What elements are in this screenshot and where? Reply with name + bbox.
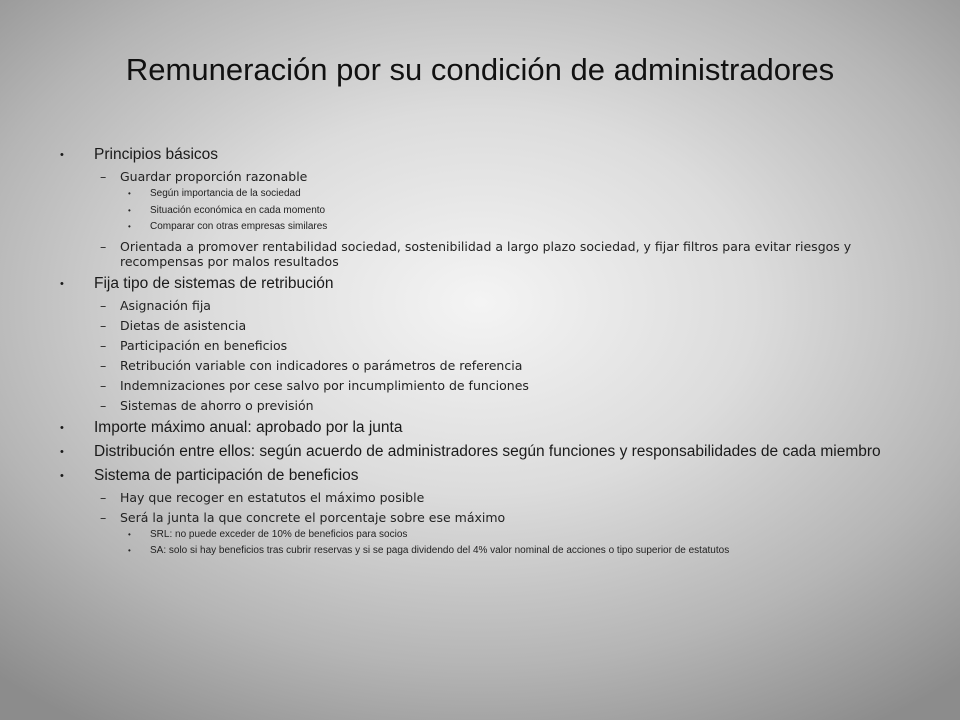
bullet-level3 xyxy=(60,188,920,201)
dash-marker: – xyxy=(100,377,107,393)
bullet-text: Sistemas de ahorro o previsión xyxy=(120,397,314,413)
bullet-text: Participación en beneficios xyxy=(120,337,288,353)
bullet-marker: • xyxy=(60,469,64,482)
bullet-text: Importe máximo anual: aprobado por la junta xyxy=(94,418,403,436)
bullet-text: Indemnizaciones por cese salvo por incumplimiento de funciones xyxy=(120,377,529,393)
bullet-marker: • xyxy=(128,189,131,198)
bullet-level3 xyxy=(60,205,920,218)
bullet-level2 xyxy=(60,398,920,413)
bullet-level2 xyxy=(60,510,920,525)
bullet-marker: • xyxy=(60,149,64,161)
dash-marker: – xyxy=(100,337,107,353)
bullet-text: Dietas de asistencia xyxy=(120,317,247,333)
bullet-level1 xyxy=(60,275,920,293)
dash-marker: – xyxy=(100,397,107,413)
bullet-marker: • xyxy=(128,529,131,539)
bullet-text: Principios básicos xyxy=(94,146,219,163)
dash-marker: – xyxy=(100,317,107,333)
dash-marker: – xyxy=(100,297,107,313)
bullet-level3 xyxy=(60,545,920,558)
bullet-level3 xyxy=(60,221,920,234)
bullet-text: Comparar con otras empresas similares xyxy=(150,221,328,232)
bullet-marker: • xyxy=(128,205,131,215)
bullet-level1 xyxy=(60,467,920,485)
bullet-marker: • xyxy=(60,277,64,290)
bullet-level3 xyxy=(60,529,920,542)
bullet-marker: • xyxy=(60,445,64,458)
dash-marker: – xyxy=(100,489,107,505)
bullet-text: Según importancia de la sociedad xyxy=(150,188,301,199)
bullet-text: Guardar proporción razonable xyxy=(120,169,308,184)
bullet-text: Situación económica en cada momento xyxy=(150,204,326,216)
bullet-level1 xyxy=(60,443,920,461)
bullet-level2 xyxy=(60,318,920,333)
bullet-text: Sistema de participación de beneficios xyxy=(94,466,359,484)
bullet-marker: • xyxy=(60,421,64,434)
bullet-text: Orientada a promover rentabilidad sociedad, sostenibilidad a largo plazo sociedad, y fijar filtros para evitar riesgos y recompensas por malos resultados xyxy=(120,238,852,269)
bullet-marker: • xyxy=(128,222,131,231)
bullet-marker: • xyxy=(128,546,131,555)
bullet-text: Asignación fija xyxy=(120,297,211,313)
bullet-level2 xyxy=(60,378,920,393)
bullet-level2 xyxy=(60,239,920,269)
bullet-text: Será la junta la que concrete el porcentaje sobre ese máximo xyxy=(120,509,506,525)
bullet-level2 xyxy=(60,490,920,505)
slide-title: Remuneración por su condición de administradores xyxy=(125,52,835,87)
dash-marker: – xyxy=(100,357,107,373)
bullet-level2 xyxy=(60,169,920,184)
bullet-level2 xyxy=(60,358,920,373)
bullet-text: SRL: no puede exceder de 10% de beneficios para socios xyxy=(150,528,408,540)
bullet-text: SA: solo si hay beneficios tras cubrir reservas y si se paga dividendo del 4% valor nominal de acciones o tipo superior de estatutos xyxy=(150,545,730,556)
bullet-text: Hay que recoger en estatutos el máximo posible xyxy=(120,489,425,505)
bullet-level2 xyxy=(60,298,920,313)
bullet-text: Retribución variable con indicadores o parámetros de referencia xyxy=(120,357,523,373)
bullet-level1 xyxy=(60,419,920,437)
bullet-text: Distribución entre ellos: según acuerdo de administradores según funciones y responsabilidades de cada miembro xyxy=(94,442,881,460)
dash-marker: – xyxy=(100,509,107,525)
dash-marker: – xyxy=(100,238,107,254)
slide-body xyxy=(60,140,920,558)
dash-marker: – xyxy=(100,169,107,184)
bullet-level1 xyxy=(60,146,920,164)
bullet-text: Fija tipo de sistemas de retribución xyxy=(94,274,334,292)
bullet-level2 xyxy=(60,338,920,353)
